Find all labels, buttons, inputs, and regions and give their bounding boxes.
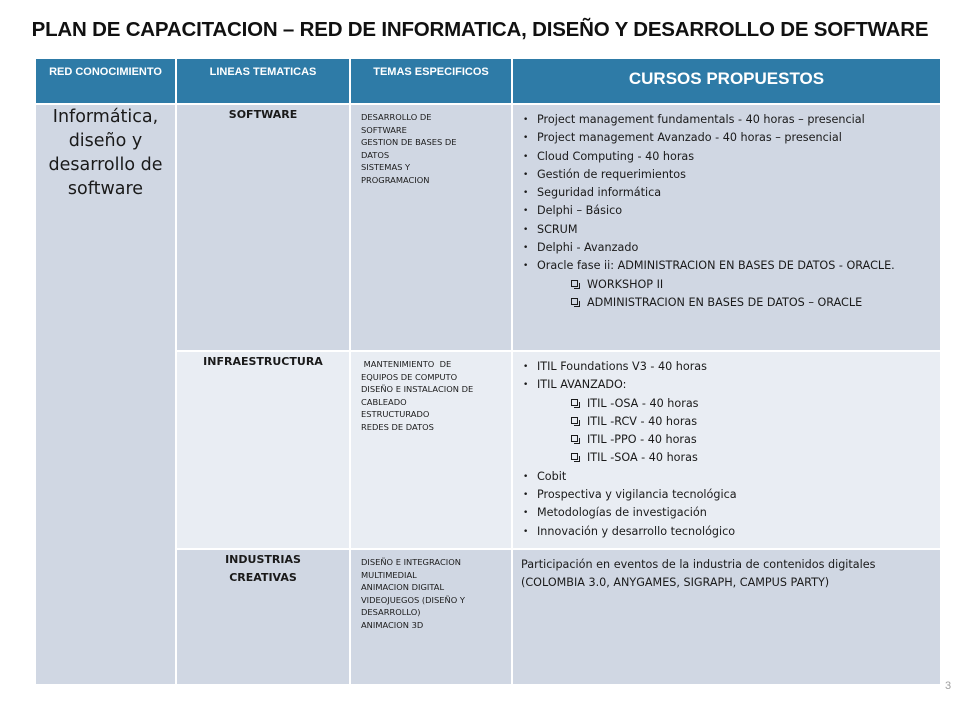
subcurso-label: ITIL -OSA - 40 horas <box>587 396 699 410</box>
list-item <box>521 523 934 541</box>
curso-label: Project management Avanzado - 40 horas – presencial <box>537 131 842 145</box>
header-lineas-tematicas: LINEAS TEMATICAS <box>176 58 350 104</box>
curso-label: Project management fundamentals - 40 horas – presencial <box>537 113 865 126</box>
tema-item: REDES DE DATOS <box>361 421 434 432</box>
tema-item: SOFTWARE <box>361 124 407 135</box>
eventos-description: Participación en eventos de la industria de contenidos digitales (COLOMBIA 3.0, ANYGAMES, SIGRAPH, CAMPUS PARTY) <box>521 558 876 590</box>
checkbox-bullet-icon <box>571 435 578 442</box>
list-item <box>521 276 934 294</box>
list-item <box>521 184 934 202</box>
linea-tematica-cell <box>176 549 350 685</box>
list-item <box>521 129 934 147</box>
page-number: 3 <box>945 680 952 692</box>
list-item <box>521 376 934 394</box>
tema-item: ANIMACION 3D <box>361 619 424 630</box>
bullet-icon: • <box>523 380 529 391</box>
list-item <box>521 431 934 449</box>
list-item <box>521 202 934 220</box>
curso-label: Cloud Computing - 40 horas <box>537 149 695 163</box>
linea-tematica-cell <box>176 104 350 351</box>
checkbox-bullet-icon <box>571 399 578 406</box>
list-item <box>521 486 934 504</box>
curso-label: Delphi - Avanzado <box>537 241 639 255</box>
curso-label: Cobit <box>537 469 567 483</box>
temas-especificos-cell <box>350 351 512 549</box>
linea-tematica-label: SOFTWARE <box>228 108 298 121</box>
tema-item: PROGRAMACION <box>361 174 430 185</box>
tema-item: MULTIMEDIAL <box>361 569 417 580</box>
cursos-propuestos-cell <box>512 549 941 685</box>
list-item <box>521 504 934 522</box>
subcursos-list <box>521 395 934 468</box>
curso-label: Prospectiva y vigilancia tecnológica <box>537 488 737 502</box>
bullet-icon: • <box>523 188 529 199</box>
list-item <box>521 111 934 129</box>
checkbox-bullet-icon <box>571 280 578 287</box>
bullet-icon: • <box>523 151 529 162</box>
tema-item: DISEÑO E INSTALACION DE <box>361 384 474 394</box>
list-item <box>521 166 934 184</box>
subcurso-label: ITIL -SOA - 40 horas <box>587 451 698 465</box>
bullet-icon: • <box>523 508 529 519</box>
table-row-software <box>35 104 941 351</box>
tema-item: CABLEADO <box>361 396 407 407</box>
list-item <box>521 221 934 239</box>
tema-item: ANIMACION DIGITAL <box>361 582 445 592</box>
temas-especificos-cell <box>350 104 512 351</box>
tema-item: DATOS <box>361 149 390 160</box>
subcurso-label: ADMINISTRACION EN BASES DE DATOS – ORACLE <box>587 295 863 309</box>
curso-label: Seguridad informática <box>537 186 662 200</box>
bullet-icon: • <box>523 224 529 235</box>
list-item <box>521 294 934 312</box>
list-item <box>521 449 934 467</box>
bullet-icon: • <box>523 133 529 144</box>
slide-title: PLAN DE CAPACITACION – RED DE INFORMATICA, DISEÑO Y DESARROLLO DE SOFTWARE <box>31 18 929 41</box>
bullet-icon: • <box>523 526 529 537</box>
header-temas-especificos: TEMAS ESPECIFICOS <box>350 58 512 104</box>
curso-label: Innovación y desarrollo tecnológico <box>537 524 736 538</box>
cursos-propuestos-cell <box>512 351 941 549</box>
tema-item: MANTENIMIENTO DE <box>361 359 452 369</box>
curso-label: ITIL AVANZADO: <box>537 378 627 392</box>
checkbox-bullet-icon <box>571 298 578 305</box>
cursos-propuestos-cell <box>512 104 941 351</box>
list-item <box>521 148 934 166</box>
tema-item: DESARROLLO DE <box>361 112 432 122</box>
linea-tematica-label: INDUSTRIAS CREATIVAS <box>225 553 301 584</box>
checkbox-bullet-icon <box>571 417 578 424</box>
curso-label: Delphi – Básico <box>537 204 623 218</box>
red-conocimiento-label: Informática, diseño y desarrollo de software <box>48 107 163 199</box>
tema-item: DESARROLLO) <box>361 607 421 617</box>
tema-item: DISEÑO E INTEGRACION <box>361 557 461 567</box>
training-plan-table <box>34 57 942 686</box>
cursos-list <box>521 468 934 541</box>
linea-tematica-label: INFRAESTRUCTURA <box>203 355 323 368</box>
list-item <box>521 257 934 275</box>
list-item <box>521 395 934 413</box>
bullet-icon: • <box>523 490 529 501</box>
red-conocimiento-cell <box>35 104 176 685</box>
curso-label: Oracle fase ii: ADMINISTRACION EN BASES DE DATOS - ORACLE. <box>537 259 895 273</box>
checkbox-bullet-icon <box>571 453 578 460</box>
subcurso-label: WORKSHOP II <box>587 277 664 291</box>
curso-label: SCRUM <box>537 222 578 236</box>
cursos-list <box>521 111 934 276</box>
bullet-icon: • <box>523 243 529 254</box>
bullet-icon: • <box>523 169 529 180</box>
tema-item: EQUIPOS DE COMPUTO <box>361 371 458 382</box>
table-header-row <box>35 58 941 104</box>
tema-item: SISTEMAS Y <box>361 162 411 172</box>
temas-especificos-cell <box>350 549 512 685</box>
bullet-icon: • <box>523 471 529 482</box>
linea-tematica-cell <box>176 351 350 549</box>
tema-item: VIDEOJUEGOS (DISEÑO Y <box>361 594 465 605</box>
subcurso-label: ITIL -PPO - 40 horas <box>587 433 697 447</box>
bullet-icon: • <box>523 261 529 272</box>
list-item <box>521 468 934 486</box>
tema-item: ESTRUCTURADO <box>361 409 430 419</box>
bullet-icon: • <box>523 206 529 217</box>
subcursos-list <box>521 276 934 313</box>
tema-item: GESTION DE BASES DE <box>361 137 457 147</box>
list-item <box>521 358 934 376</box>
curso-label: Metodologías de investigación <box>537 506 707 520</box>
curso-label: Gestión de requerimientos <box>537 167 686 181</box>
header-red-conocimiento: RED CONOCIMIENTO <box>35 58 176 104</box>
header-cursos-propuestos: CURSOS PROPUESTOS <box>512 58 941 104</box>
bullet-icon: • <box>523 115 529 125</box>
cursos-list <box>521 358 934 395</box>
curso-label: ITIL Foundations V3 - 40 horas <box>537 360 707 373</box>
list-item <box>521 239 934 257</box>
bullet-icon: • <box>523 362 529 372</box>
list-item <box>521 413 934 431</box>
subcurso-label: ITIL -RCV - 40 horas <box>587 414 698 428</box>
